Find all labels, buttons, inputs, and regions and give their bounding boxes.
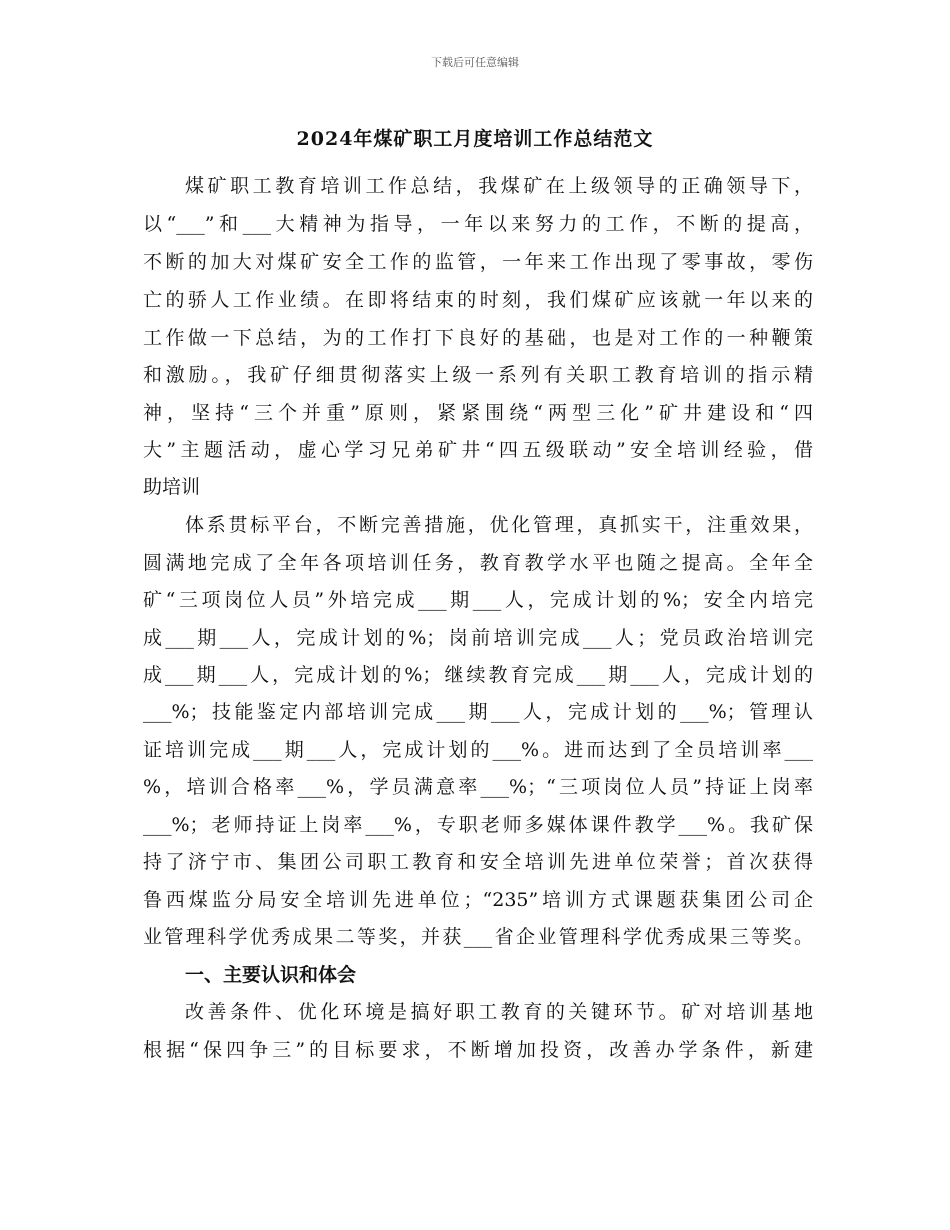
paragraph-line: 根据“保四争三”的目标要求，不断增加投资，改善办学条件，新建 (143, 1039, 813, 1061)
paragraph-line: 以“___”和___大精神为指导，一年以来努力的工作，不断的提高， (143, 213, 813, 235)
paragraph-line: 和激励。，我矿仔细贯彻落实上级一系列有关职工教育培训的指示精 (143, 364, 813, 386)
paragraph-line: 不断的加大对煤矿安全工作的监管，一年来工作出现了零事故，零伤 (143, 251, 813, 273)
paragraph-line: 业管理科学优秀成果二等奖，并获___省企业管理科学优秀成果三等奖。 (143, 926, 813, 948)
document-title: 2024年煤矿职工月度培训工作总结范文 (296, 128, 654, 150)
paragraph-line: 体系贯标平台，不断完善措施，优化管理，真抓实干，注重效果， (185, 514, 813, 536)
paragraph-line: 成___期___人，完成计划的%；岗前培训完成___人；党员政治培训完 (143, 627, 813, 649)
paragraph-line: 圆满地完成了全年各项培训任务，教育教学水平也随之提高。全年全 (143, 552, 813, 574)
section-heading: 一、主要认识和体会 (185, 964, 357, 986)
paragraph-line: 煤矿职工教育培训工作总结，我煤矿在上级领导的正确领导下， (185, 175, 813, 197)
paragraph-line: 神，坚持“三个并重”原则，紧紧围绕“两型三化”矿井建设和“四 (143, 402, 813, 424)
paragraph-line: 鲁西煤监分局安全培训先进单位；“235”培训方式课题获集团公司企 (143, 889, 813, 911)
paragraph-line: 持了济宁市、集团公司职工教育和安全培训先进单位荣誉；首次获得 (143, 851, 813, 873)
paragraph-line: 矿“三项岗位人员”外培完成___期___人，完成计划的%；安全内培完 (143, 589, 813, 611)
paragraph-line: ___%；技能鉴定内部培训完成___期___人，完成计划的___%；管理认 (143, 701, 813, 723)
paragraph-line: ___%；老师持证上岗率___%，专职老师多媒体课件教学___%。我矿保 (143, 814, 813, 836)
paragraph-line: 大”主题活动，虚心学习兄弟矿井“四五级联动”安全培训经验，借 (143, 439, 813, 461)
paragraph-line: 亡的骄人工作业绩。在即将结束的时刻，我们煤矿应该就一年以来的 (143, 289, 813, 311)
paragraph-line: %，培训合格率___%，学员满意率___%；“三项岗位人员”持证上岗率 (143, 776, 813, 798)
header-note: 下载后可任意编辑 (431, 56, 519, 69)
paragraph-line: 改善条件、优化环境是搞好职工教育的关键环节。矿对培训基地 (185, 1001, 813, 1023)
paragraph-line: 证培训完成___期___人，完成计划的___%。进而达到了全员培训率___ (143, 739, 813, 761)
paragraph-line: 工作做一下总结，为的工作打下良好的基础，也是对工作的一种鞭策 (143, 327, 813, 349)
paragraph-line: 助培训 (143, 476, 201, 498)
paragraph-line: 成___期___人，完成计划的%；继续教育完成___期___人，完成计划的 (143, 664, 813, 686)
